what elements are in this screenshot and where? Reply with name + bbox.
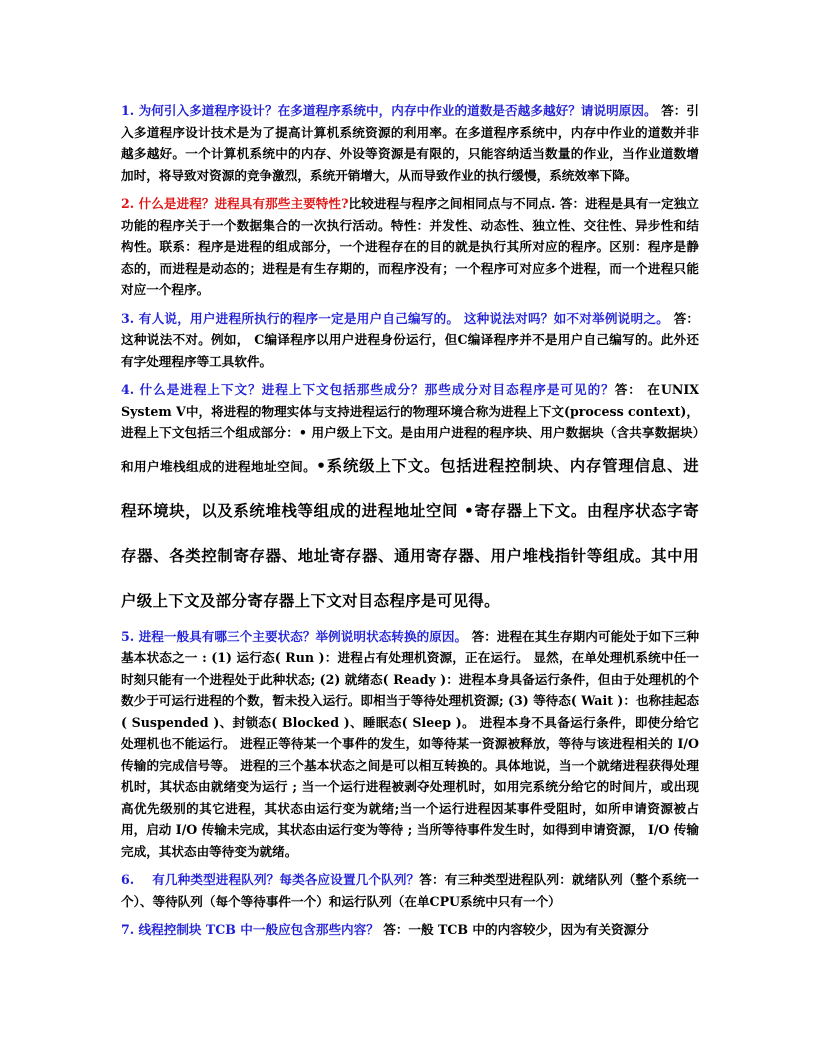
question-6-answer: 答：有三种类型进程队列：就绪队列（整个系统一个）、等待队列（每个等待事件一个）和运行队列（在单CPU系统中只有一个）: [121, 872, 699, 909]
question-5-paragraph: [121, 626, 699, 863]
question-7-heading: 7. 线程控制块 TCB 中一般应包含那些内容？: [121, 922, 379, 937]
document-body: [121, 100, 699, 948]
question-4-heading: 4. 什么是进程上下文？进程上下文包括那些成分？那些成分对目态程序是可见的？: [121, 382, 615, 397]
question-4-answer-large: •系统级上下文。包括进程控制块、内存管理信息、进程环境块，以及系统堆栈等组成的进程地址空间 •寄存器上下文。由程序状态字寄存器、各类控制寄存器、地址寄存器、通用寄存器、用户堆栈指针等组成。其中用户级上下文及部分寄存器上下文对目态程序是可见得。: [121, 456, 700, 610]
question-4-paragraph: [121, 379, 699, 624]
question-1-paragraph: [121, 100, 699, 186]
question-7-paragraph: [121, 919, 699, 941]
question-2-heading: 2. 什么是进程？进程具有那些主要特性?: [121, 196, 349, 211]
question-3-answer: 答：这种说法不对。例如， C编译程序以用户进程身份运行，但C编译程序并不是用户自己编写的。此外还有字处理程序等工具软件。: [121, 310, 699, 369]
question-1-answer: 答：引入多道程序设计技术是为了提高计算机系统资源的利用率。在多道程序系统中，内存中作业的道数并非越多越好。一个计算机系统中的内存、外设等资源是有限的，只能容纳适当数量的作业，当作业道数增加时，将导致对资源的竞争激烈，系统开销增大，从而导致作业的执行缓慢，系统效率下降。: [121, 103, 699, 183]
question-3-heading: 3. 有人说，用户进程所执行的程序一定是用户自己编写的。 这种说法对吗？如不对举例说明之。: [121, 310, 669, 326]
question-3-paragraph: [121, 308, 699, 373]
question-7-answer: 答：一般 TCB 中的内容较少，因为有关资源分: [378, 922, 649, 937]
question-2-paragraph: [121, 193, 699, 301]
question-1-heading: 1. 为何引入多道程序设计？在多道程序系统中，内存中作业的道数是否越多越好？请说明原因。: [121, 103, 657, 118]
question-5-answer: 答：进程在其生存期内可能处于如下三种基本状态之一 : (1) 运行态( Run )：进程占有处理机资源，正在运行。 显然，在单处理机系统中任一时刻只能有一个进程处于此种状态; (2) 就绪态( Ready )：进程本身具备运行条件，但由于处理机的个数少于可运行进程的个数，暂未投入运行。即相当于等待处理机资源; (3) 等待态( Wait )：也称挂起态( Suspended )、封锁态( Blocked )、睡眠态( Sleep )。 进程本身不具备运行条件，即使分给它处理机也不能运行。 进程正等待某一个事件的发生，如等待某一资源被释放，等待与该进程相关的 I/O 传输的完成信号等。 进程的三个基本状态之间是可以相互转换的。具体地说，当一个就绪进程获得处理机时，其状态由就绪变为运行 ; 当一个运行进程被剥夺处理机时，如用完系统分给它的时间片，或出现高优先级别的其它进程，其状态由运行变为就绪;当一个运行进程因某事件受阻时，如所申请资源被占用，启动 I/O 传输未完成，其状态由运行变为等待 ; 当所等待事件发生时，如得到申请资源， I/O 传输完成，其状态由等待变为就绪。: [121, 628, 699, 859]
question-5-heading: 5. 进程一般具有哪三个主要状态？举例说明状态转换的原因。: [121, 628, 468, 644]
question-6-heading: 6. 有几种类型进程队列？每类各应设置几个队列？: [121, 872, 420, 887]
question-4-answer: 答： 在UNIX System V中，将进程的物理实体与支持进程运行的物理环境合称为进程上下文(process context)，进程上下文包括三个组成部分：• 用户级上下文。是由用户进程的程序块、用户数据块（含共享数据块）和用户堆栈组成的进程地址空间。: [121, 382, 699, 474]
question-6-paragraph: [121, 869, 699, 912]
question-2-answer: 比较进程与程序之间相同点与不同点. 答：进程是具有一定独立功能的程序关于一个数据集合的一次执行活动。特性：并发性、动态性、独立性、交往性、异步性和结构性。联系：程序是进程的组成部分，一个进程存在的目的就是执行其所对应的程序。区别：程序是静态的，而进程是动态的；进程是有生存期的，而程序没有；一个程序可对应多个进程，而一个进程只能对应一个程序。: [121, 196, 699, 297]
